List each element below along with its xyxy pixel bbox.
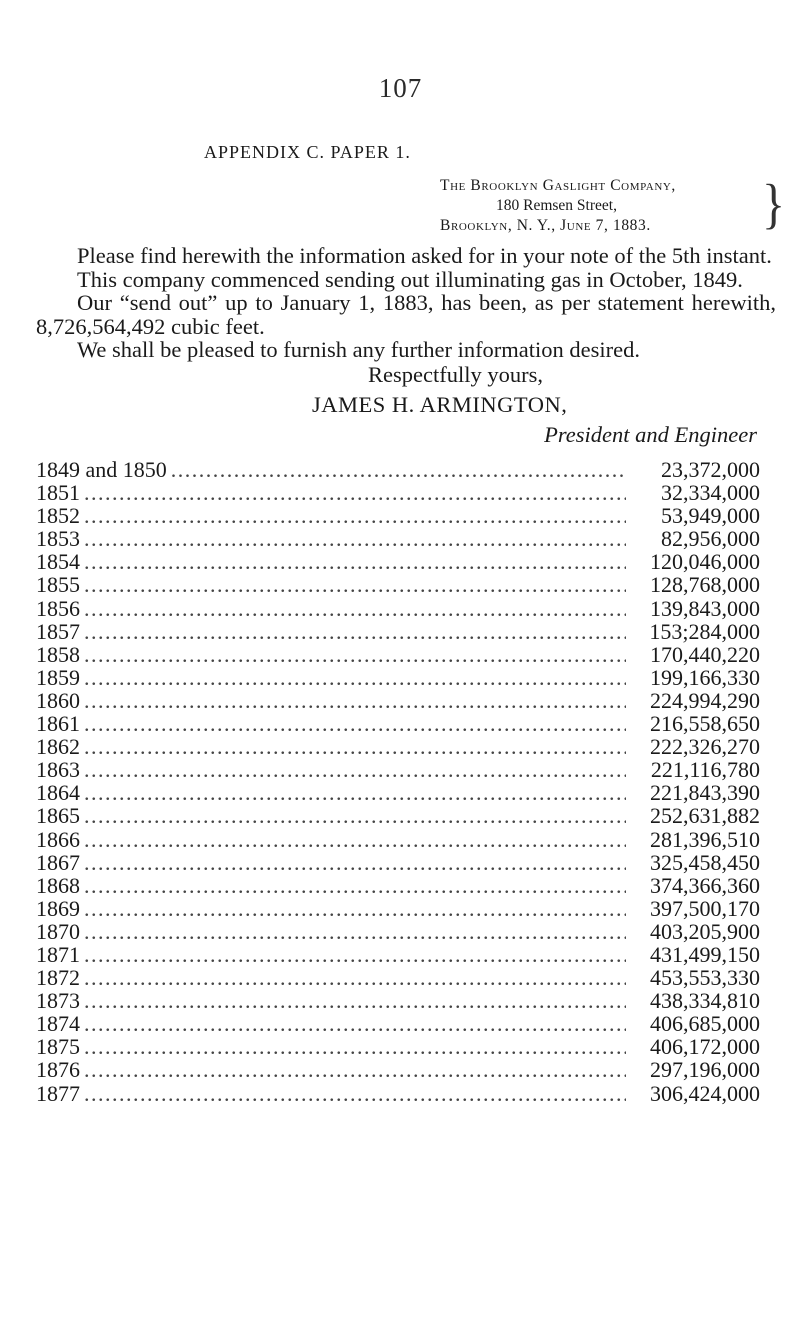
dot-leader <box>84 989 626 1012</box>
right-brace-icon: } <box>762 173 786 235</box>
row-year: 1858 <box>36 641 80 667</box>
dot-leader <box>84 1082 626 1105</box>
table-row <box>36 643 760 666</box>
dot-leader <box>84 1012 626 1035</box>
page-number: 107 <box>378 73 423 103</box>
table-row <box>36 828 760 851</box>
table-row <box>36 597 760 620</box>
row-year: 1861 <box>36 711 80 737</box>
row-year: 1876 <box>36 1057 80 1083</box>
table-row <box>36 666 760 689</box>
row-amount: 453,553,330 <box>650 965 760 991</box>
row-amount: 221,116,780 <box>650 757 760 783</box>
dot-leader <box>84 573 626 596</box>
letter-paragraph: This company commenced sending out illuminating gas in October, 1849. <box>77 266 743 292</box>
table-row <box>36 550 760 573</box>
row-amount: 431,499,150 <box>650 941 760 967</box>
row-amount: 53,949,000 <box>661 503 760 529</box>
dot-leader <box>84 643 626 666</box>
row-year: 1875 <box>36 1034 80 1060</box>
dot-leader <box>84 874 626 897</box>
table-row <box>36 1012 760 1035</box>
letter-paragraph: Please find herewith the information asked for in your note of the 5th instant. <box>77 243 772 268</box>
letterhead-company: The Brooklyn Gaslight Company, <box>440 177 676 194</box>
dot-leader <box>84 897 626 920</box>
row-amount: 406,685,000 <box>650 1011 760 1037</box>
table-row <box>36 874 760 897</box>
dot-leader <box>84 943 626 966</box>
row-amount: 153;284,000 <box>649 618 760 644</box>
row-year: 1864 <box>36 780 80 806</box>
table-row <box>36 689 760 712</box>
row-year: 1856 <box>36 595 80 621</box>
table-row <box>36 620 760 643</box>
table-row <box>36 897 760 920</box>
table-row <box>36 758 760 781</box>
row-year: 1852 <box>36 503 80 529</box>
table-row <box>36 504 760 527</box>
row-amount: 128,768,000 <box>650 572 760 598</box>
row-amount: 403,205,900 <box>650 918 760 944</box>
letter-closing: Respectfully yours, <box>368 362 543 387</box>
row-year: 1862 <box>36 734 80 760</box>
dot-leader <box>84 666 626 689</box>
dot-leader <box>84 804 626 827</box>
letter-paragraph: Our “send out” up to January 1, 1883, has been, as per statement herewith, 8,726,564,492 cubic feet. <box>36 290 776 339</box>
dot-leader <box>84 481 626 504</box>
row-year: 1877 <box>36 1080 80 1106</box>
row-amount: 438,334,810 <box>650 988 760 1014</box>
row-amount: 221,843,390 <box>650 780 760 806</box>
row-amount: 406,172,000 <box>650 1034 760 1060</box>
dot-leader <box>84 689 626 712</box>
row-amount: 306,424,000 <box>650 1080 760 1106</box>
row-amount: 252,631,882 <box>650 803 760 829</box>
dot-leader <box>84 527 626 550</box>
row-year: 1851 <box>36 480 80 506</box>
row-year: 1874 <box>36 1011 80 1037</box>
table-row <box>36 712 760 735</box>
row-amount: 170,440,220 <box>650 641 760 667</box>
table-row <box>36 966 760 989</box>
letterhead-lines <box>440 176 698 236</box>
dot-leader <box>84 1035 626 1058</box>
row-year: 1855 <box>36 572 80 598</box>
dot-leader <box>84 620 626 643</box>
row-amount: 216,558,650 <box>650 711 760 737</box>
dot-leader <box>171 458 626 481</box>
dot-leader <box>84 758 626 781</box>
row-year: 1849 and 1850 <box>36 457 167 482</box>
dot-leader <box>84 550 626 573</box>
row-year: 1865 <box>36 803 80 829</box>
row-year: 1853 <box>36 526 80 552</box>
table-row <box>36 1082 760 1105</box>
letter-signatory: JAMES H. ARMINGTON, <box>312 392 568 417</box>
dot-leader <box>84 828 626 851</box>
dot-leader <box>84 781 626 804</box>
letter-paragraph: We shall be pleased to furnish any further information desired. <box>77 337 641 362</box>
table-row <box>36 943 760 966</box>
row-year: 1869 <box>36 895 80 921</box>
table-row <box>36 735 760 758</box>
row-year: 1857 <box>36 618 80 644</box>
table-row <box>36 804 760 827</box>
row-year: 1867 <box>36 849 80 875</box>
dot-leader <box>84 504 626 527</box>
row-year: 1866 <box>36 826 80 852</box>
row-amount: 281,396,510 <box>650 826 760 852</box>
row-amount: 120,046,000 <box>650 549 760 575</box>
row-amount: 32,334,000 <box>661 480 760 506</box>
row-amount: 325,458,450 <box>650 849 760 875</box>
row-amount: 397,500,170 <box>650 895 760 921</box>
table-row <box>36 851 760 874</box>
row-amount: 224,994,290 <box>650 687 760 713</box>
row-year: 1873 <box>36 988 80 1014</box>
row-year: 1860 <box>36 687 80 713</box>
dot-leader <box>84 712 626 735</box>
table-row <box>36 458 760 481</box>
table-row <box>36 989 760 1012</box>
row-amount: 222,326,270 <box>650 734 760 760</box>
row-amount: 82,956,000 <box>661 526 760 552</box>
table-row <box>36 527 760 550</box>
appendix-title: APPENDIX C. PAPER 1. <box>204 142 411 162</box>
letter-body <box>36 244 776 362</box>
table-row <box>36 573 760 596</box>
table-row <box>36 1035 760 1058</box>
letterhead-street: 180 Remsen Street, <box>496 197 617 214</box>
row-year: 1854 <box>36 549 80 575</box>
table-row <box>36 1058 760 1081</box>
row-amount: 297,196,000 <box>650 1057 760 1083</box>
letterhead <box>440 173 786 236</box>
dot-leader <box>84 735 626 758</box>
letter-signatory-title: President and Engineer <box>544 422 757 447</box>
letterhead-city-date: Brooklyn, N. Y., June 7, 1883. <box>440 217 651 234</box>
row-year: 1859 <box>36 664 80 690</box>
table-row <box>36 781 760 804</box>
dot-leader <box>84 597 626 620</box>
row-amount: 199,166,330 <box>650 664 760 690</box>
row-year: 1863 <box>36 757 80 783</box>
row-year: 1868 <box>36 872 80 898</box>
row-amount: 139,843,000 <box>650 595 760 621</box>
row-amount: 374,366,360 <box>650 872 760 898</box>
dot-leader <box>84 920 626 943</box>
gas-output-table <box>36 458 760 1105</box>
dot-leader <box>84 1058 626 1081</box>
dot-leader <box>84 966 626 989</box>
row-year: 1870 <box>36 918 80 944</box>
dot-leader <box>84 851 626 874</box>
row-year: 1871 <box>36 941 80 967</box>
row-year: 1872 <box>36 965 80 991</box>
table-row <box>36 920 760 943</box>
table-row <box>36 481 760 504</box>
row-amount: 23,372,000 <box>661 457 760 482</box>
